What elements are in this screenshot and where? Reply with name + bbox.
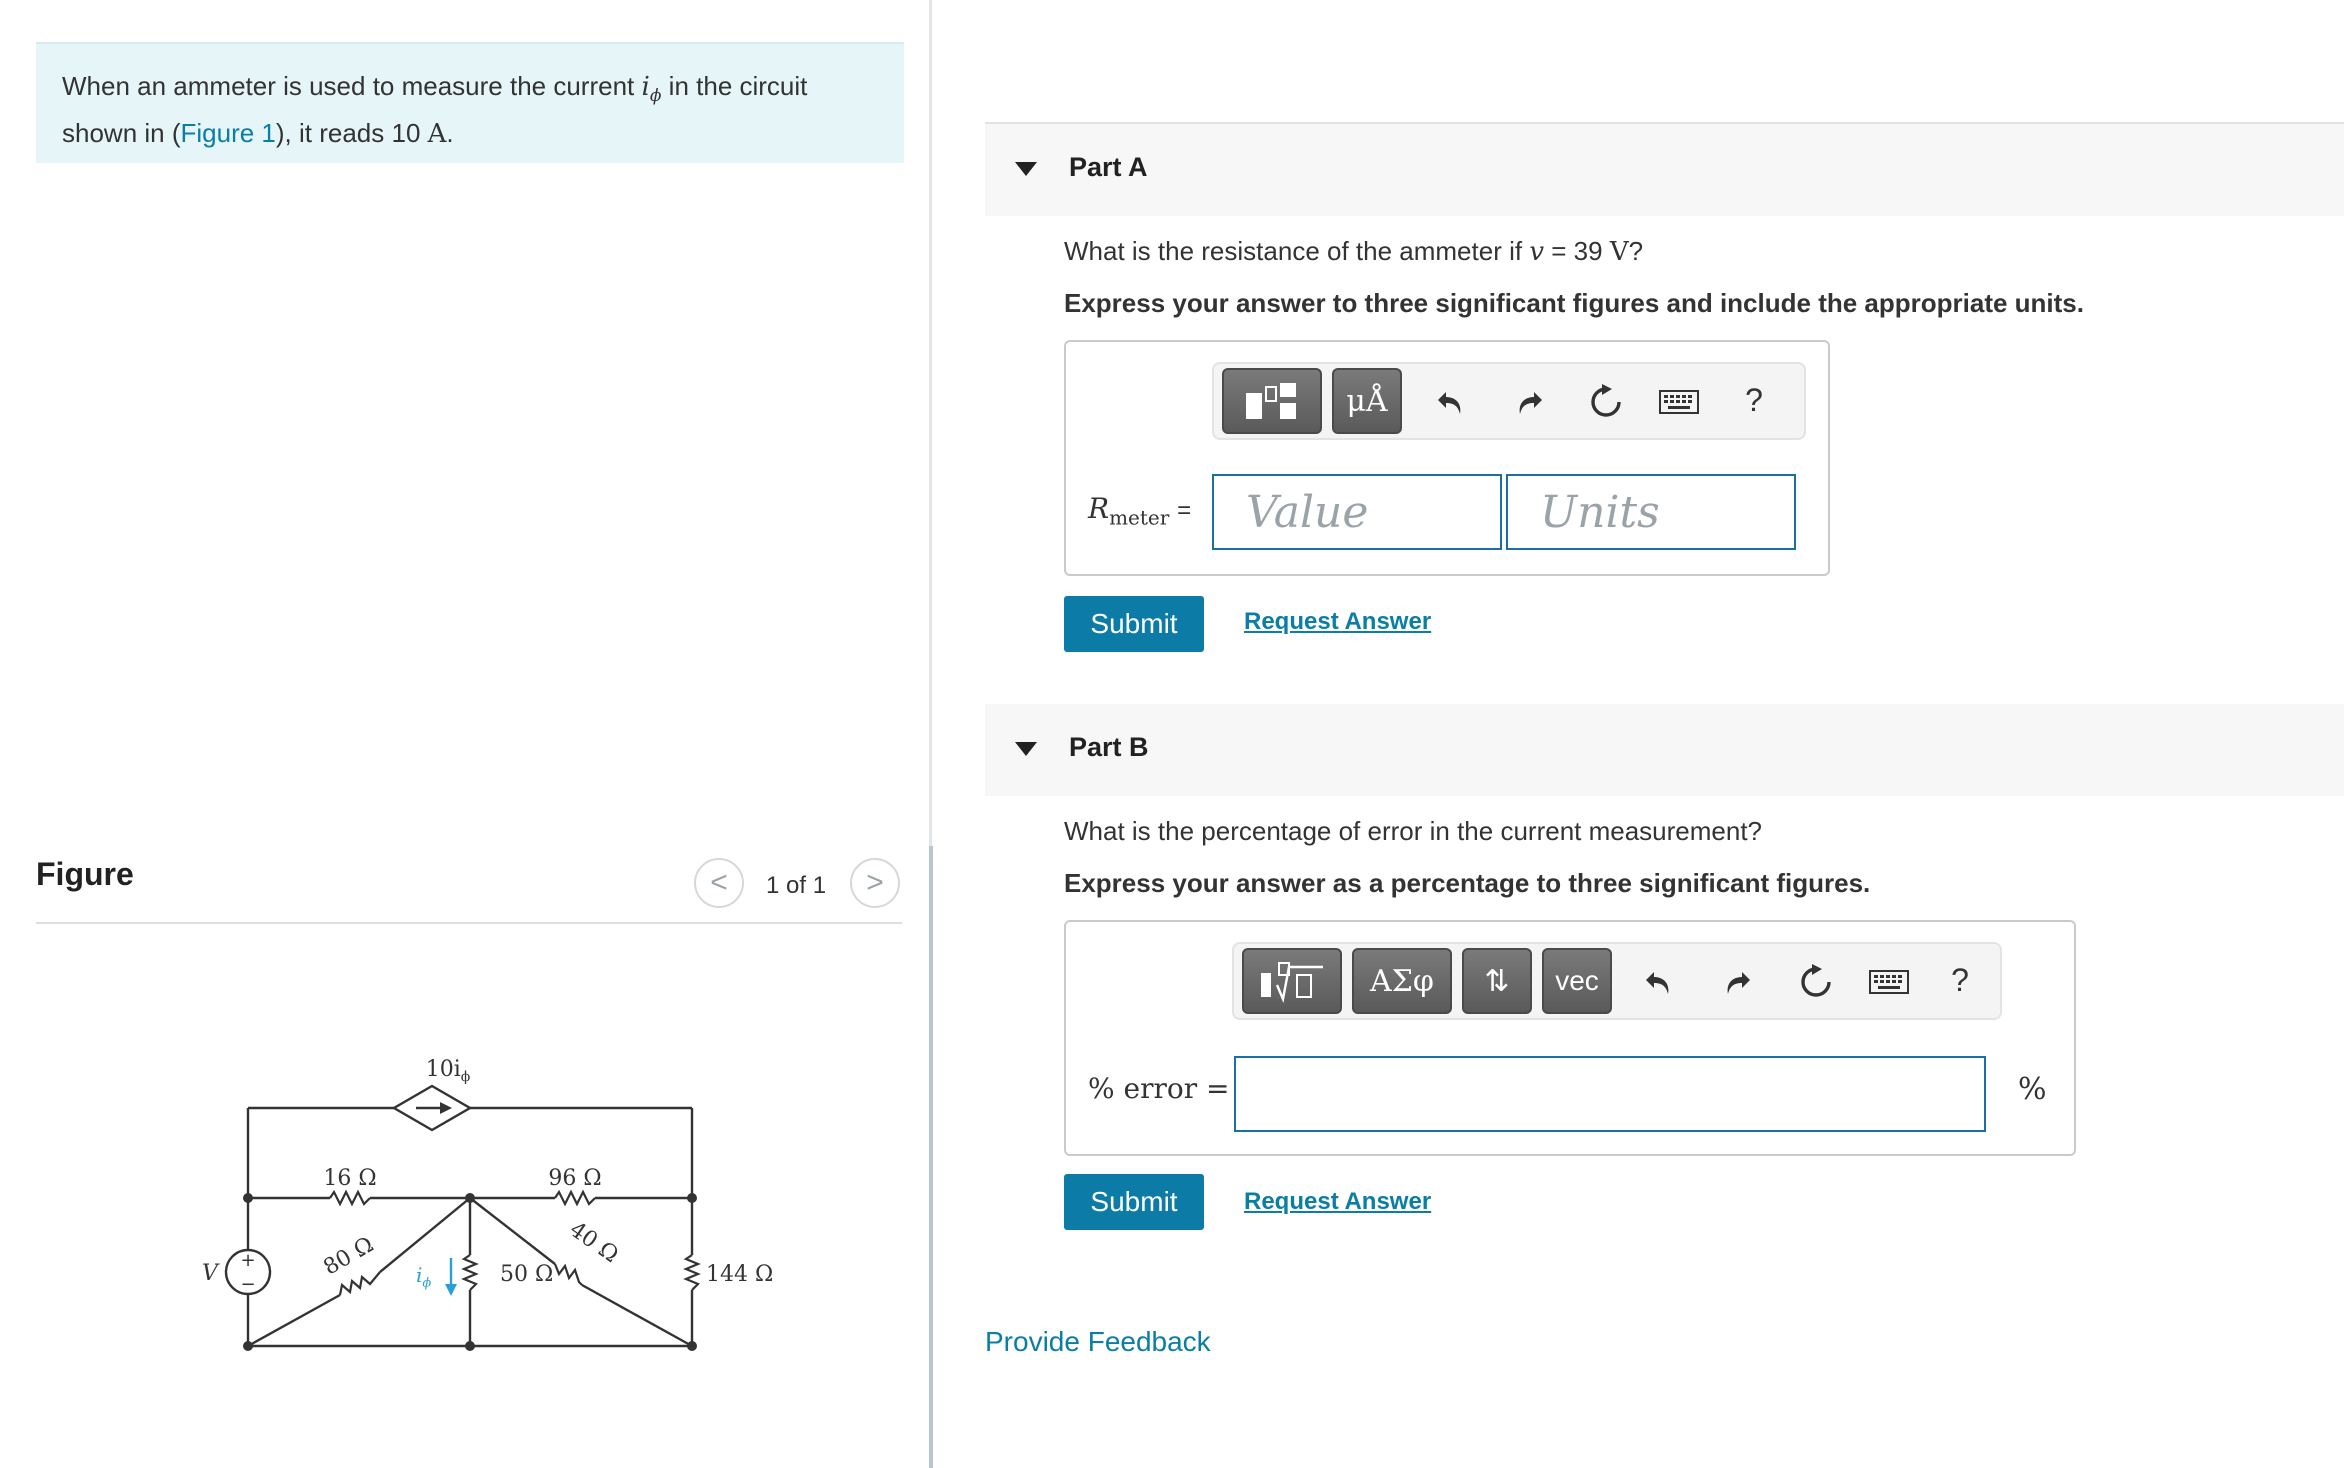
- current-symbol: $i_\phi$: [641, 72, 662, 107]
- templates-icon: [1242, 379, 1302, 423]
- percent-error-input[interactable]: [1234, 1056, 1986, 1132]
- resistor-16: [330, 1192, 370, 1204]
- label-80: 80 Ω: [319, 1232, 379, 1281]
- figure-rule: [36, 922, 902, 924]
- help-button[interactable]: ?: [1745, 381, 1763, 418]
- resistor-40: [555, 1264, 582, 1285]
- part-b-toolbar: [1232, 942, 2002, 1020]
- part-b-question: What is the percentage of error in the current measurement?: [1064, 816, 1763, 846]
- part-b-title: Part B: [1069, 732, 1149, 762]
- part-b-variable-label: % error =: [1088, 1072, 1230, 1105]
- problem-intro: When an ammeter is used to measure the current $i_\phi$ in the circuit shown in (Figure 1), it reads 10 A.: [36, 42, 904, 163]
- circuit-diagram: [170, 1040, 790, 1370]
- part-a-variable-label: $R_{meter}$ =: [1088, 492, 1192, 530]
- part-a-header[interactable]: [985, 124, 2344, 216]
- next-figure-button[interactable]: [850, 858, 900, 908]
- undo-icon[interactable]: [1430, 378, 1474, 426]
- svg-text:+: +: [240, 1250, 256, 1271]
- chevron-right-icon: >: [866, 866, 884, 899]
- arrows-button[interactable]: ⇅: [1462, 948, 1532, 1014]
- part-a-submit-button[interactable]: Submit: [1064, 596, 1204, 652]
- resistor-144: [686, 1255, 698, 1290]
- figure-pager: 1 of 1: [766, 872, 827, 899]
- templates-button[interactable]: [1242, 948, 1342, 1014]
- chevron-left-icon: <: [710, 866, 728, 899]
- label-16: 16 Ω: [323, 1166, 377, 1191]
- reset-icon[interactable]: [1794, 958, 1838, 1006]
- prev-figure-button[interactable]: [694, 858, 744, 908]
- redo-icon[interactable]: [1506, 378, 1550, 426]
- label-50: 50 Ω: [500, 1262, 554, 1287]
- figure-title: Figure: [36, 856, 134, 892]
- units-button[interactable]: μÅ: [1332, 368, 1402, 434]
- help-button[interactable]: ?: [1951, 961, 1969, 998]
- figure-link[interactable]: Figure 1: [180, 118, 276, 149]
- part-a-question: What is the resistance of the ammeter if v = 39 V?: [1064, 236, 1644, 267]
- label-40: 40 Ω: [564, 1217, 623, 1269]
- units-input[interactable]: Units: [1506, 474, 1796, 550]
- greek-button[interactable]: ΑΣφ: [1352, 948, 1452, 1014]
- part-b-request-answer-link[interactable]: Request Answer: [1244, 1188, 1432, 1215]
- label-i-phi: $i_\phi$: [416, 1263, 432, 1291]
- part-a-title: Part A: [1069, 152, 1148, 182]
- part-b-answer-box: [1064, 920, 2076, 1156]
- templates-button[interactable]: [1222, 368, 1322, 434]
- resistor-80: [340, 1272, 380, 1295]
- redo-icon[interactable]: [1714, 958, 1758, 1006]
- part-a-toolbar: [1212, 362, 1806, 440]
- reset-icon[interactable]: [1584, 378, 1628, 426]
- part-a-request-answer-link[interactable]: Request Answer: [1244, 608, 1432, 635]
- undo-icon[interactable]: [1638, 958, 1682, 1006]
- column-scrollbar[interactable]: [929, 846, 933, 1468]
- value-input[interactable]: Value: [1212, 474, 1502, 550]
- collapse-arrow-icon[interactable]: [1015, 742, 1037, 756]
- keyboard-icon[interactable]: [1654, 378, 1704, 426]
- resistor-50: [464, 1255, 476, 1290]
- resistor-96: [555, 1192, 595, 1204]
- part-a-instruction: Express your answer to three significant figures and include the appropriate units.: [1064, 288, 2084, 318]
- svg-text:−: −: [240, 1274, 256, 1295]
- vector-button[interactable]: vec: [1542, 948, 1612, 1014]
- label-144: 144 Ω: [706, 1262, 774, 1287]
- part-b-submit-button[interactable]: Submit: [1064, 1174, 1204, 1230]
- label-96: 96 Ω: [548, 1166, 602, 1191]
- part-b-instruction: Express your answer as a percentage to three significant figures.: [1064, 868, 1871, 898]
- label-v: V: [202, 1261, 218, 1286]
- part-b-header[interactable]: [985, 704, 2344, 796]
- templates-sqrt-icon: [1257, 959, 1327, 1003]
- dep-source-label: $10i_\phi$: [425, 1057, 471, 1085]
- part-a-answer-box: [1064, 340, 1830, 576]
- provide-feedback-link[interactable]: Provide Feedback: [985, 1326, 1211, 1357]
- keyboard-icon[interactable]: [1864, 958, 1914, 1006]
- collapse-arrow-icon[interactable]: [1015, 162, 1037, 176]
- percent-unit: %: [2018, 1072, 2047, 1107]
